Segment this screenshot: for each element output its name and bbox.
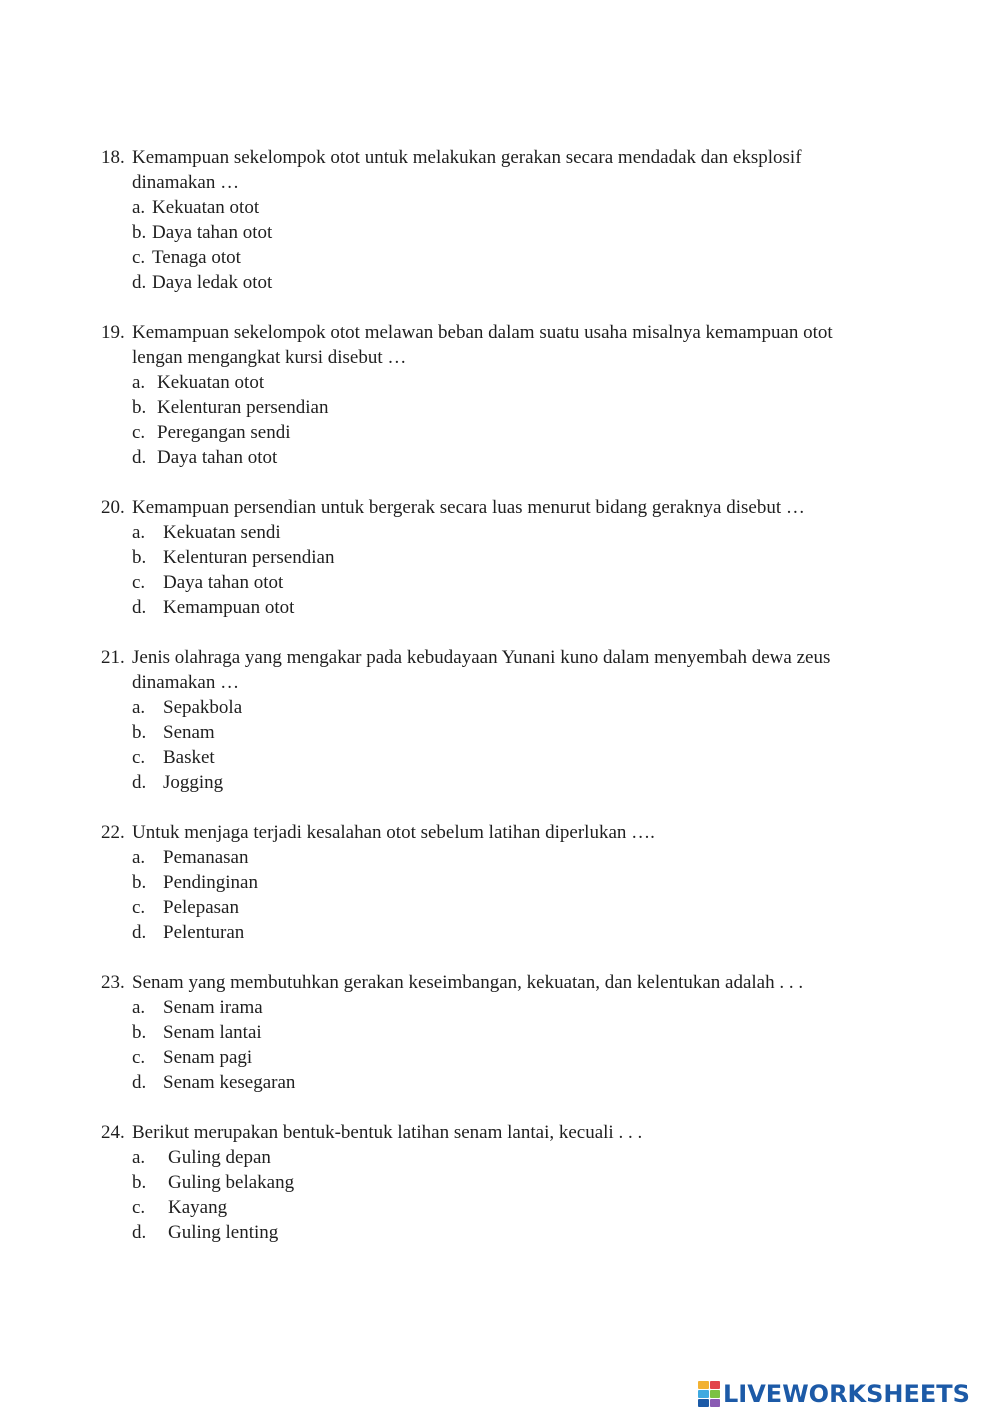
option-text: Peregangan sendi xyxy=(157,422,291,443)
option-text: Pendinginan xyxy=(163,872,258,893)
option-b xyxy=(101,220,901,245)
question-line xyxy=(101,170,901,195)
question-text: Kemampuan persendian untuk bergerak secara luas menurut bidang geraknya disebut … xyxy=(132,497,805,518)
question-number: 24. xyxy=(101,1122,125,1143)
question-line xyxy=(101,320,901,345)
option-letter: c. xyxy=(132,747,146,768)
question-number: 19. xyxy=(101,322,125,343)
option-text: Kayang xyxy=(168,1197,228,1218)
option-letter: b. xyxy=(132,1022,147,1043)
question-line xyxy=(101,970,901,995)
option-b xyxy=(101,1170,901,1195)
option-letter: d. xyxy=(132,1072,147,1093)
option-letter: b. xyxy=(132,547,147,568)
option-a xyxy=(101,695,901,720)
question-text: Jenis olahraga yang mengakar pada kebudayaan Yunani kuno dalam menyembah dewa zeus xyxy=(132,647,831,668)
question-21 xyxy=(101,645,901,795)
question-18 xyxy=(101,145,901,295)
option-text: Jogging xyxy=(163,772,224,793)
question-number: 20. xyxy=(101,497,125,518)
option-text: Senam xyxy=(163,722,215,743)
question-text: Senam yang membutuhkan gerakan keseimbangan, kekuatan, dan kelentukan adalah . . . xyxy=(132,972,804,993)
question-text: Untuk menjaga terjadi kesalahan otot sebelum latihan diperlukan …. xyxy=(132,822,655,843)
option-c xyxy=(101,745,901,770)
option-text: Basket xyxy=(163,747,215,768)
question-line xyxy=(101,1120,901,1145)
option-b xyxy=(101,545,901,570)
option-text: Senam kesegaran xyxy=(163,1072,296,1093)
question-line xyxy=(101,645,901,670)
question-line xyxy=(101,670,901,695)
question-line xyxy=(101,145,901,170)
question-number: 22. xyxy=(101,822,125,843)
logo-tile xyxy=(698,1390,709,1398)
option-text: Sepakbola xyxy=(163,697,243,718)
option-b xyxy=(101,870,901,895)
option-b xyxy=(101,720,901,745)
option-letter: a. xyxy=(132,697,146,718)
option-letter: c. xyxy=(132,1047,146,1068)
option-letter: b. xyxy=(132,1172,147,1193)
option-a xyxy=(101,995,901,1020)
option-text: Pemanasan xyxy=(163,847,249,868)
option-a xyxy=(101,845,901,870)
option-d xyxy=(101,1070,901,1095)
option-text: Daya tahan otot xyxy=(157,447,278,468)
option-c xyxy=(101,570,901,595)
question-text: dinamakan … xyxy=(132,672,240,693)
option-b xyxy=(101,395,901,420)
option-letter: a. xyxy=(132,847,146,868)
option-letter: c. xyxy=(132,422,146,443)
question-number: 23. xyxy=(101,972,125,993)
option-text: Senam pagi xyxy=(163,1047,253,1068)
option-letter: a. xyxy=(132,197,146,218)
question-text: lengan mengangkat kursi disebut … xyxy=(132,347,407,368)
option-text: Daya ledak otot xyxy=(152,272,273,293)
question-text: Berikut merupakan bentuk-bentuk latihan senam lantai, kecuali . . . xyxy=(132,1122,643,1143)
option-letter: d. xyxy=(132,1222,147,1243)
option-c xyxy=(101,895,901,920)
question-line xyxy=(101,495,901,520)
option-text: Pelenturan xyxy=(163,922,245,943)
logo-tile xyxy=(710,1390,721,1398)
option-letter: c. xyxy=(132,897,146,918)
option-text: Kemampuan otot xyxy=(163,597,295,618)
option-letter: b. xyxy=(132,722,147,743)
option-text: Kelenturan persendian xyxy=(163,547,335,568)
option-text: Pelepasan xyxy=(163,897,239,918)
question-text: dinamakan … xyxy=(132,172,240,193)
option-letter: c. xyxy=(132,1197,146,1218)
option-text: Senam irama xyxy=(163,997,263,1018)
option-d xyxy=(101,920,901,945)
option-letter: d. xyxy=(132,772,147,793)
option-text: Kekuatan sendi xyxy=(163,522,281,543)
option-text: Kekuatan otot xyxy=(152,197,260,218)
question-19 xyxy=(101,320,901,470)
option-letter: b. xyxy=(132,222,147,243)
option-d xyxy=(101,445,901,470)
option-letter: a. xyxy=(132,372,146,393)
liveworksheets-logo xyxy=(698,1379,970,1409)
option-b xyxy=(101,1020,901,1045)
option-d xyxy=(101,1220,901,1245)
question-24 xyxy=(101,1120,901,1245)
question-number: 18. xyxy=(101,147,125,168)
option-text: Kelenturan persendian xyxy=(157,397,329,418)
option-letter: d. xyxy=(132,447,147,468)
option-letter: a. xyxy=(132,997,146,1018)
option-d xyxy=(101,770,901,795)
option-text: Daya tahan otot xyxy=(152,222,273,243)
option-letter: a. xyxy=(132,522,146,543)
option-a xyxy=(101,370,901,395)
question-number: 21. xyxy=(101,647,125,668)
option-text: Guling depan xyxy=(168,1147,271,1168)
option-letter: a. xyxy=(132,1147,146,1168)
option-letter: d. xyxy=(132,922,147,943)
option-letter: c. xyxy=(132,572,146,593)
liveworksheets-logo-icon xyxy=(698,1381,720,1407)
option-letter: b. xyxy=(132,397,147,418)
option-c xyxy=(101,1045,901,1070)
option-text: Guling belakang xyxy=(168,1172,295,1193)
option-text: Guling lenting xyxy=(168,1222,279,1243)
logo-tile xyxy=(698,1381,709,1389)
option-letter: d. xyxy=(132,272,147,293)
option-a xyxy=(101,1145,901,1170)
logo-text: LIVEWORKSHEETS xyxy=(723,1380,970,1408)
option-c xyxy=(101,1195,901,1220)
question-line xyxy=(101,345,901,370)
logo-tile xyxy=(710,1399,721,1407)
logo-tile xyxy=(698,1399,709,1407)
option-c xyxy=(101,245,901,270)
option-d xyxy=(101,595,901,620)
option-letter: d. xyxy=(132,597,147,618)
option-letter: b. xyxy=(132,872,147,893)
option-c xyxy=(101,420,901,445)
option-text: Senam lantai xyxy=(163,1022,262,1043)
option-a xyxy=(101,195,901,220)
question-23 xyxy=(101,970,901,1095)
option-d xyxy=(101,270,901,295)
question-22 xyxy=(101,820,901,945)
option-text: Kekuatan otot xyxy=(157,372,265,393)
option-letter: c. xyxy=(132,247,146,268)
question-text: Kemampuan sekelompok otot melawan beban dalam suatu usaha misalnya kemampuan otot xyxy=(132,322,833,343)
question-20 xyxy=(101,495,901,620)
option-a xyxy=(101,520,901,545)
option-text: Daya tahan otot xyxy=(163,572,284,593)
question-line xyxy=(101,820,901,845)
option-text: Tenaga otot xyxy=(152,247,241,268)
logo-tile xyxy=(710,1381,721,1389)
question-text: Kemampuan sekelompok otot untuk melakukan gerakan secara mendadak dan eksplosif xyxy=(132,147,802,168)
